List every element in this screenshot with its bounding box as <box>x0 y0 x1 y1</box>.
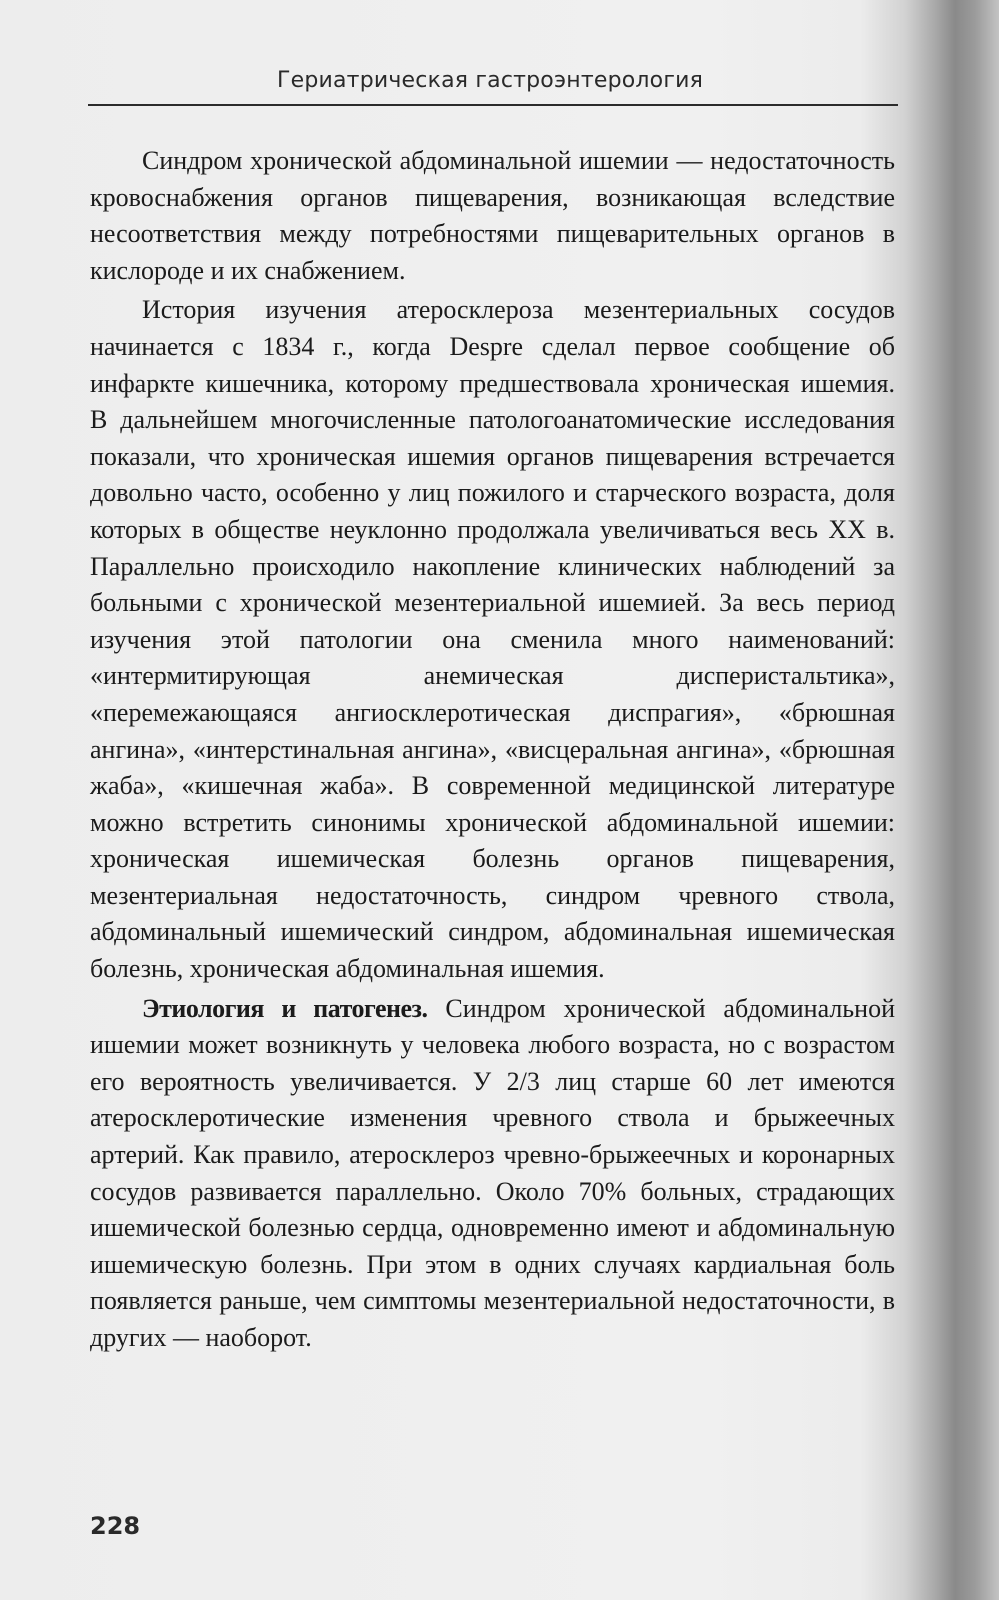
paragraph-etiology <box>90 991 895 1357</box>
paragraph-definition: Синдром хронической абдоминальной ишемии — недостаточность кровоснабжения органов пищеварения, возникающая вследствие несоответствия между потребностями пищеварительных органов в кислороде и их снабжением. <box>90 146 895 285</box>
page-number: 228 <box>90 1512 141 1540</box>
body-text <box>90 143 895 1360</box>
running-head: Гериатрическая гастроэнтерология <box>276 68 704 93</box>
paragraph-history: История изучения атеросклероза мезентериальных сосудов начинается с 1834 г., когда Despre сделал первое сообщение об инфаркте кишечника, которому предшествовала хроническая ишемия. В дальнейшем многочисленные патологоанатомические исследования показали, что хроническая ишемия органов пищеварения встречается довольно часто, особенно у лиц пожилого и старческого возраста, доля которых в обществе неуклонно продолжала увеличиваться весь XX в. Параллельно происходило накопление клинических наблюдений за больными с хронической мезентериальной ишемией. За весь период изучения этой патологии она сменила много наименований: «интермитирующая анемическая дисперистальтика», «перемежающаяся ангиосклеротическая диспрагия», «брюшная ангина», «интерстинальная ангина», «висцеральная ангина», «брюшная жаба», «кишечная жаба». В современной медицинской литературе можно встретить синонимы хронической абдоминальной ишемии: хроническая ишемическая болезнь органов пищеварения, мезентериальная недостаточность, синдром чревного ствола, абдоминальный ишемический синдром, абдоминальная ишемическая болезнь, хроническая абдоминальная ишемия. <box>90 295 895 984</box>
paragraph-etiology-text: Синдром хронической абдоминальной ишемии может возникнуть у человека любого возраста, но с возрастом его вероятность увеличивается. У 2/3 лиц старше 60 лет имеются атеросклеротические изменения чревного ствола и брыжеечных артерий. Как правило, атеросклероз чревно-брыжеечных и коронарных сосудов развивается параллельно. Около 70% больных, страдающих ишемической болезнью сердца, одновременно имеют и абдоминальную ишемическую болезнь. При этом в одних случаях кардиальная боль появляется раньше, чем симптомы мезентериальной недостаточности, в других — наоборот. <box>90 993 895 1352</box>
header-rule <box>88 104 898 106</box>
section-heading-etiology: Этиология и патогенез. <box>142 993 428 1023</box>
